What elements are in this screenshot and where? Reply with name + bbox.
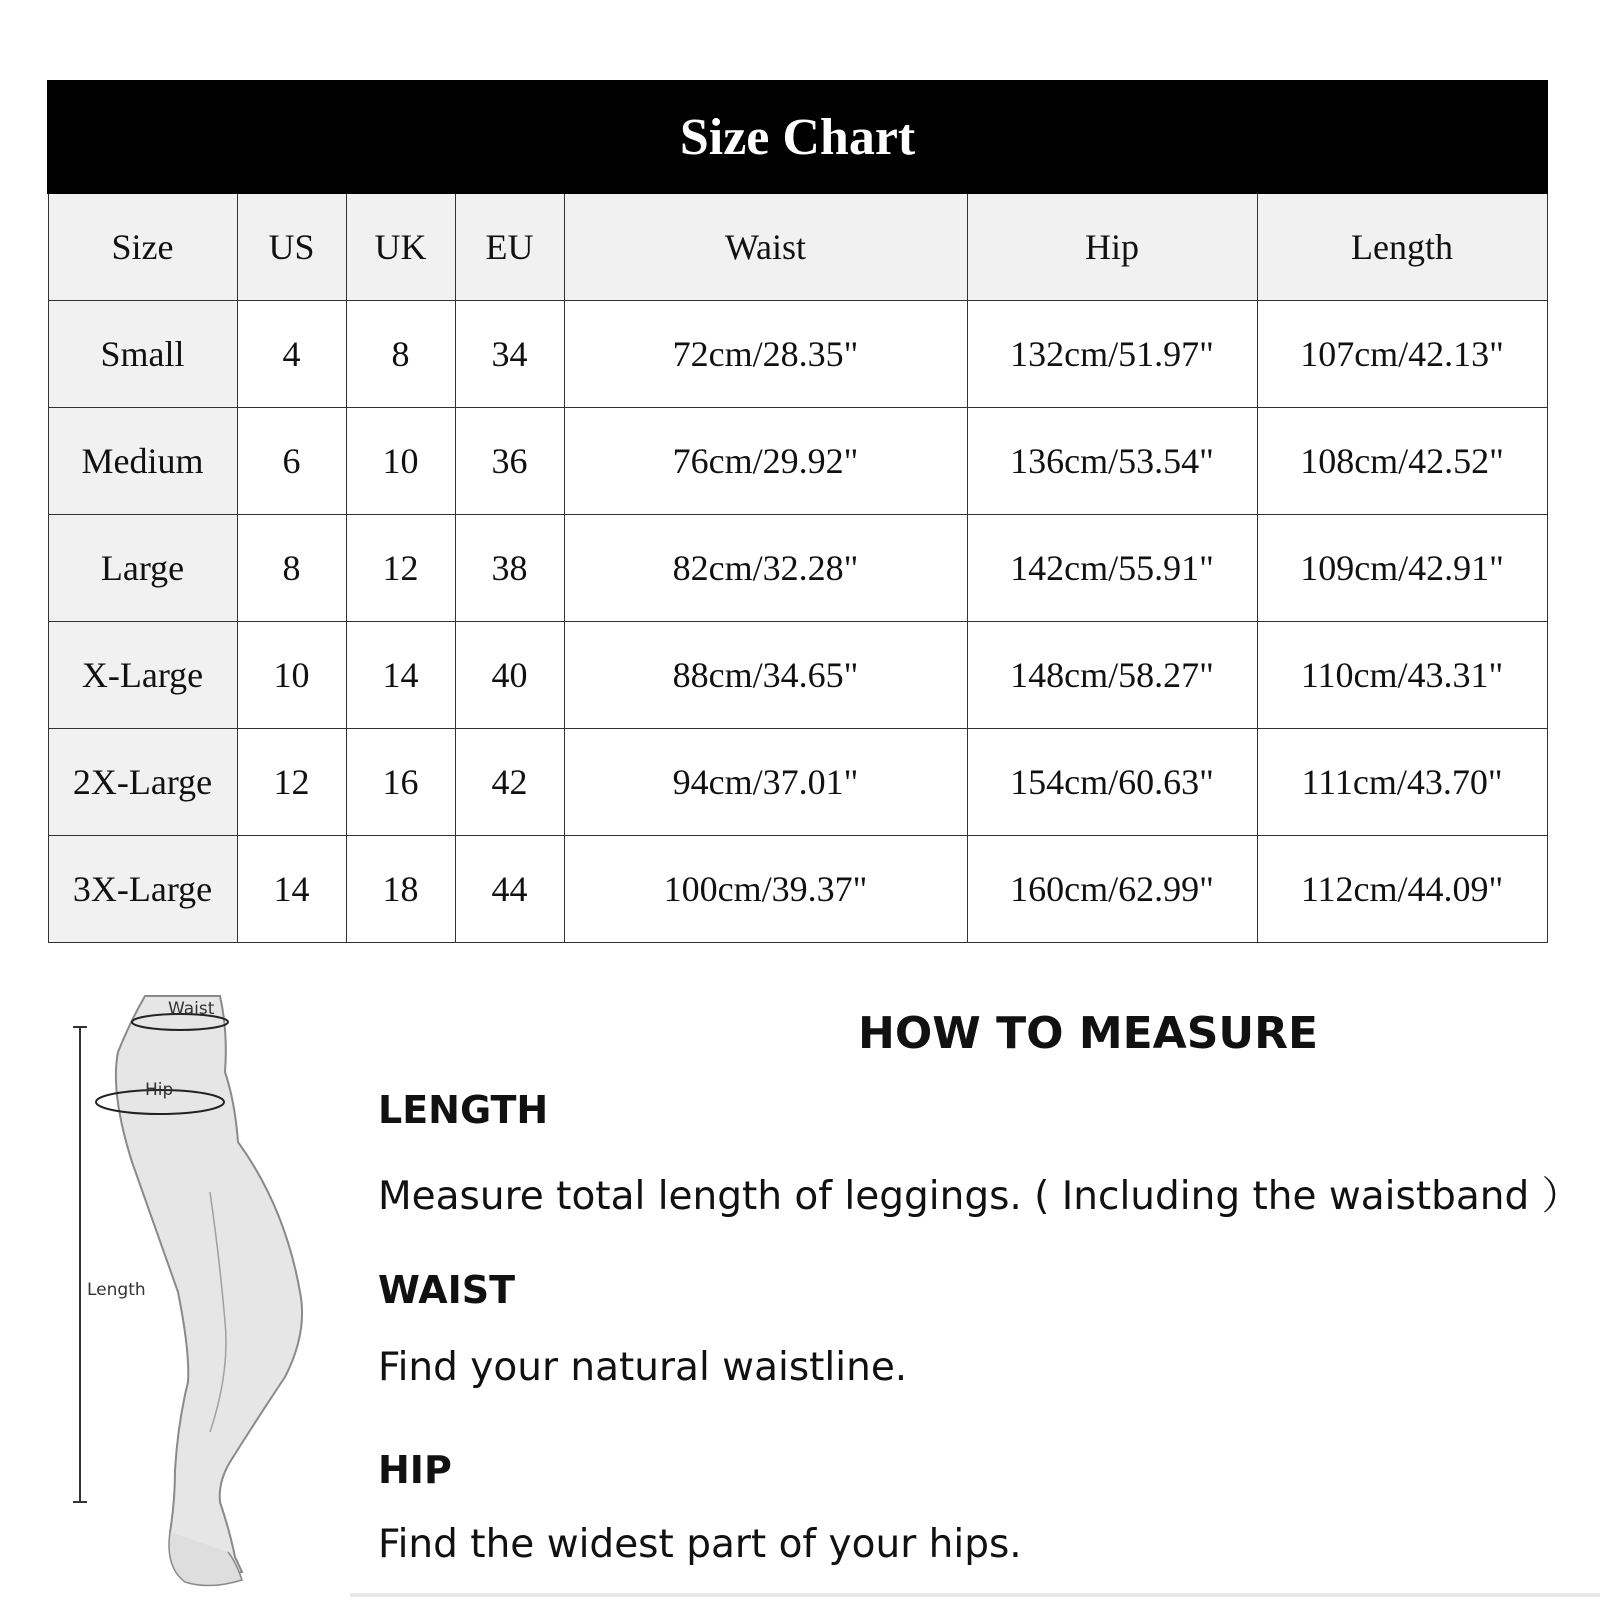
- leggings-measurement-figure: [60, 992, 330, 1592]
- cell-hip: 136cm/53.54": [967, 408, 1257, 515]
- header-uk: UK: [346, 193, 455, 301]
- cell-length: 112cm/44.09": [1257, 836, 1547, 943]
- cell-waist: 100cm/39.37": [564, 836, 967, 943]
- cell-eu: 34: [455, 301, 564, 408]
- waist-label: Waist: [168, 999, 215, 1019]
- cell-eu: 38: [455, 515, 564, 622]
- table-row: [48, 836, 1547, 943]
- header-hip: Hip: [967, 193, 1257, 301]
- cell-eu: 36: [455, 408, 564, 515]
- cell-uk: 18: [346, 836, 455, 943]
- cell-length: 111cm/43.70": [1257, 729, 1547, 836]
- header-size: Size: [48, 193, 237, 301]
- header-length: Length: [1257, 193, 1547, 301]
- cell-length: 110cm/43.31": [1257, 622, 1547, 729]
- cell-uk: 14: [346, 622, 455, 729]
- cell-size: X-Large: [48, 622, 237, 729]
- cell-length: 108cm/42.52": [1257, 408, 1547, 515]
- header-us: US: [237, 193, 346, 301]
- hip-text: Find the widest part of your hips.: [378, 1522, 1022, 1567]
- table-row: [48, 301, 1547, 408]
- size-chart-table: [47, 80, 1548, 943]
- cell-size: Large: [48, 515, 237, 622]
- leggings-illustration: [60, 992, 330, 1592]
- cell-size: Small: [48, 301, 237, 408]
- table-row: [48, 408, 1547, 515]
- waist-heading: WAIST: [378, 1268, 516, 1312]
- cell-eu: 40: [455, 622, 564, 729]
- length-heading: LENGTH: [378, 1088, 549, 1132]
- cell-us: 10: [237, 622, 346, 729]
- cell-eu: 42: [455, 729, 564, 836]
- cell-waist: 76cm/29.92": [564, 408, 967, 515]
- cell-us: 8: [237, 515, 346, 622]
- cell-uk: 12: [346, 515, 455, 622]
- cell-waist: 72cm/28.35": [564, 301, 967, 408]
- cell-hip: 132cm/51.97": [967, 301, 1257, 408]
- hip-heading: HIP: [378, 1448, 452, 1492]
- waist-text: Find your natural waistline.: [378, 1345, 908, 1390]
- table-row: [48, 622, 1547, 729]
- cell-length: 109cm/42.91": [1257, 515, 1547, 622]
- cell-us: 4: [237, 301, 346, 408]
- cell-uk: 10: [346, 408, 455, 515]
- how-to-measure-title: HOW TO MEASURE: [858, 1008, 1319, 1059]
- cell-uk: 16: [346, 729, 455, 836]
- cell-size: Medium: [48, 408, 237, 515]
- cell-size: 3X-Large: [48, 836, 237, 943]
- table-row: [48, 515, 1547, 622]
- table-row: [48, 729, 1547, 836]
- cell-waist: 82cm/32.28": [564, 515, 967, 622]
- cell-uk: 8: [346, 301, 455, 408]
- cell-waist: 94cm/37.01": [564, 729, 967, 836]
- header-eu: EU: [455, 193, 564, 301]
- cell-us: 12: [237, 729, 346, 836]
- cell-us: 6: [237, 408, 346, 515]
- bottom-divider: [350, 1593, 1600, 1597]
- cell-hip: 148cm/58.27": [967, 622, 1257, 729]
- cell-waist: 88cm/34.65": [564, 622, 967, 729]
- cell-hip: 154cm/60.63": [967, 729, 1257, 836]
- cell-us: 14: [237, 836, 346, 943]
- header-waist: Waist: [564, 193, 967, 301]
- cell-eu: 44: [455, 836, 564, 943]
- cell-hip: 142cm/55.91": [967, 515, 1257, 622]
- length-label: Length: [87, 1280, 146, 1300]
- cell-hip: 160cm/62.99": [967, 836, 1257, 943]
- cell-size: 2X-Large: [48, 729, 237, 836]
- size-chart-title: Size Chart: [48, 81, 1547, 193]
- hip-label: Hip: [145, 1080, 174, 1100]
- length-text: Measure total length of leggings. ( Including the waistband ）: [378, 1174, 1581, 1219]
- cell-length: 107cm/42.13": [1257, 301, 1547, 408]
- header-row: [48, 193, 1547, 301]
